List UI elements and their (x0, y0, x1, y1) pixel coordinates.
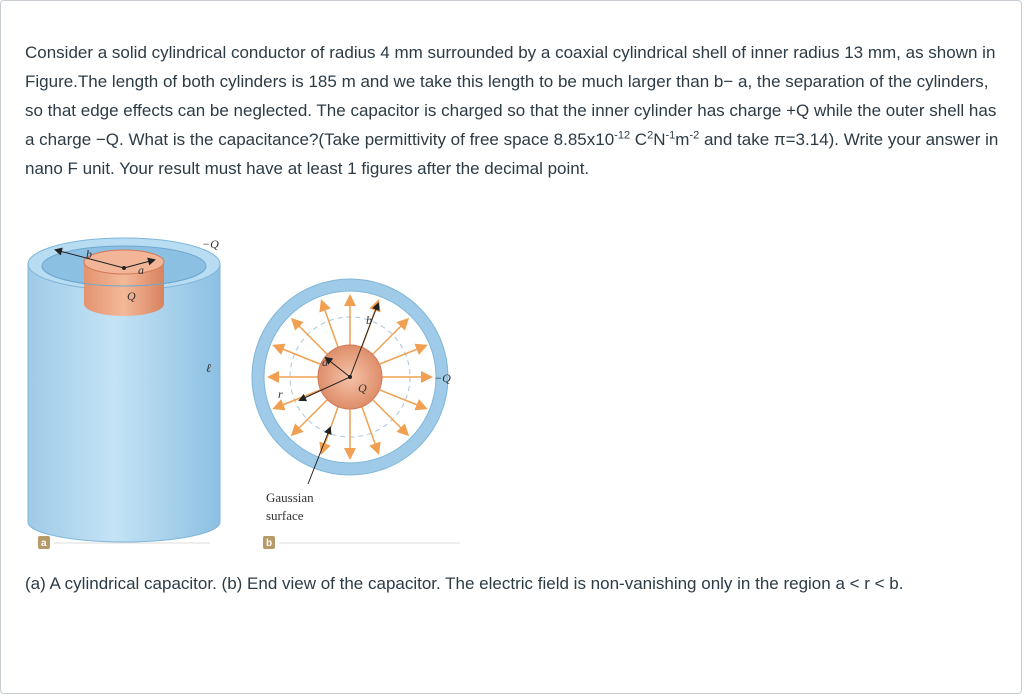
figure-part-b-badge (263, 536, 460, 549)
figure-caption: (a) A cylindrical capacitor. (b) End view of the capacitor. The electric field is non-vanishing only in the region a < r < b. (25, 574, 904, 593)
label-a: a (138, 263, 144, 277)
end-label-a: a (322, 355, 328, 369)
label-b: b (86, 247, 92, 261)
end-label-neg-q: −Q (434, 371, 451, 385)
label-neg-q: −Q (202, 237, 219, 251)
question-text: Consider a solid cylindrical conductor of radius 4 mm surrounded by a coaxial cylindrical shell of inner radius 13 mm, as shown in Figure.The length of both cylinders is 185 m and we take this length to be much larger than b− a, the separation of the cylinders, so that edge effects can be neglected. The capacitor is charged so that the inner cylinder has charge +Q while the outer shell has a charge −Q. What is the capacitance?(Take permittivity of free space $8.85x10^{-12}$ $C^2N^{-1}m^{-2}$ and take π=3.14). Write your answer in nano F unit. Your result must have at least 1 figures after the decimal point. (25, 43, 999, 178)
label-q: Q (127, 289, 136, 303)
end-label-b: b (366, 313, 372, 327)
capacitor-figure (20, 222, 470, 562)
gaussian-label-1: Gaussian (266, 490, 314, 505)
end-view (252, 279, 451, 523)
gaussian-label-2: surface (266, 508, 304, 523)
cylinder-view (28, 237, 220, 542)
svg-text:b: b (266, 538, 273, 549)
svg-text:a: a (41, 538, 47, 549)
label-length: ℓ (206, 361, 211, 375)
end-label-r: r (278, 387, 283, 401)
end-label-q: Q (358, 381, 367, 395)
capacitor-diagram (20, 222, 470, 562)
